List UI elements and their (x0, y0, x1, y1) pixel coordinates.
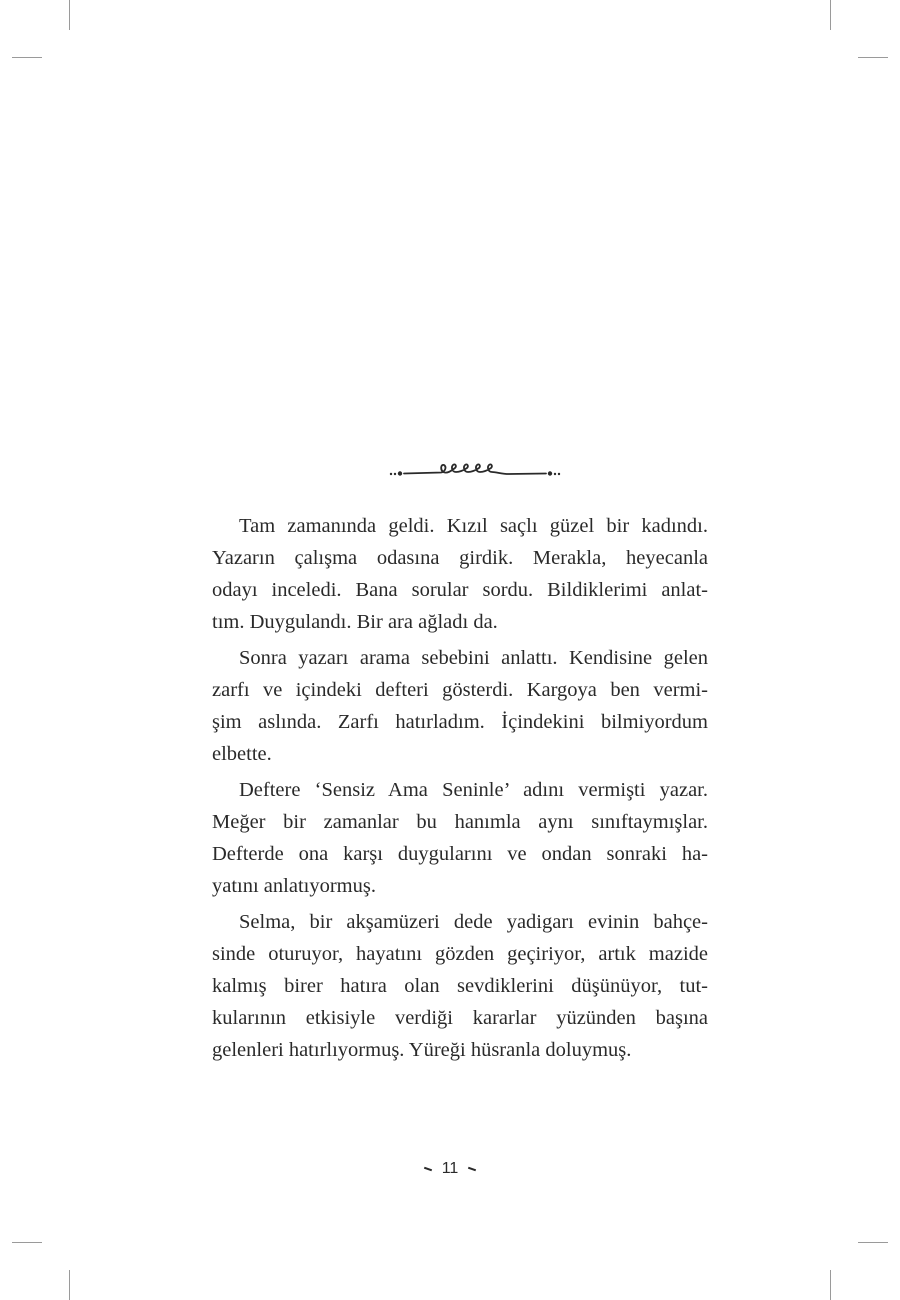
paragraph (212, 906, 708, 1066)
paragraph (212, 642, 708, 770)
crop-mark-bottom-left-horizontal (12, 1242, 42, 1243)
folio-tick-mark-icon (424, 1166, 432, 1171)
folio-tick-mark-icon (468, 1166, 476, 1171)
crop-mark-top-right-vertical (830, 0, 831, 30)
text-line: sinde oturuyor, hayatını gözden geçiriyor, artık mazide (212, 943, 708, 965)
decorative-loop-divider-icon (385, 458, 565, 484)
body-text (212, 510, 708, 1070)
text-line: zarfı ve içindeki defteri gösterdi. Kargoya ben vermi- (212, 679, 708, 701)
text-line: Selma, bir akşamüzeri dede yadigarı evinin bahçe- (239, 911, 708, 933)
text-line: Meğer bir zamanlar bu hanımla aynı sınıftaymışlar. (212, 811, 708, 833)
text-line: Sonra yazarı arama sebebini anlattı. Kendisine gelen (239, 647, 708, 669)
paragraph (212, 774, 708, 902)
paragraph (212, 510, 708, 638)
text-line: kalmış birer hatıra olan sevdiklerini düşünüyor, tut- (212, 975, 708, 997)
crop-mark-bottom-right-horizontal (858, 1242, 888, 1243)
text-line: Yazarın çalışma odasına girdik. Merakla, heyecanla (212, 547, 708, 569)
text-line: tım. Duygulandı. Bir ara ağladı da. (212, 611, 498, 633)
text-line: Deftere ‘Sensiz Ama Seninle’ adını vermişti yazar. (239, 779, 708, 801)
crop-mark-top-left-horizontal (12, 57, 42, 58)
text-line: gelenleri hatırlıyormuş. Yüreği hüsranla doluymuş. (212, 1039, 632, 1061)
page-number: 11 (441, 1160, 459, 1177)
crop-mark-top-left-vertical (69, 0, 70, 30)
text-line: kularının etkisiyle verdiği kararlar yüzünden başına (212, 1007, 708, 1029)
text-line: odayı inceledi. Bana sorular sordu. Bildiklerimi anlat- (212, 579, 708, 601)
text-line: şim aslında. Zarfı hatırladım. İçindekini bilmiyordum (212, 711, 708, 733)
text-line: yatını anlatıyormuş. (212, 875, 376, 897)
page-footer (0, 1160, 900, 1178)
text-line: elbette. (212, 743, 272, 765)
text-line: Tam zamanında geldi. Kızıl saçlı güzel bir kadındı. (239, 515, 708, 537)
text-line: Defterde ona karşı duygularını ve ondan sonraki ha- (212, 843, 708, 865)
crop-mark-bottom-right-vertical (830, 1270, 831, 1300)
crop-mark-top-right-horizontal (858, 57, 888, 58)
crop-mark-bottom-left-vertical (69, 1270, 70, 1300)
